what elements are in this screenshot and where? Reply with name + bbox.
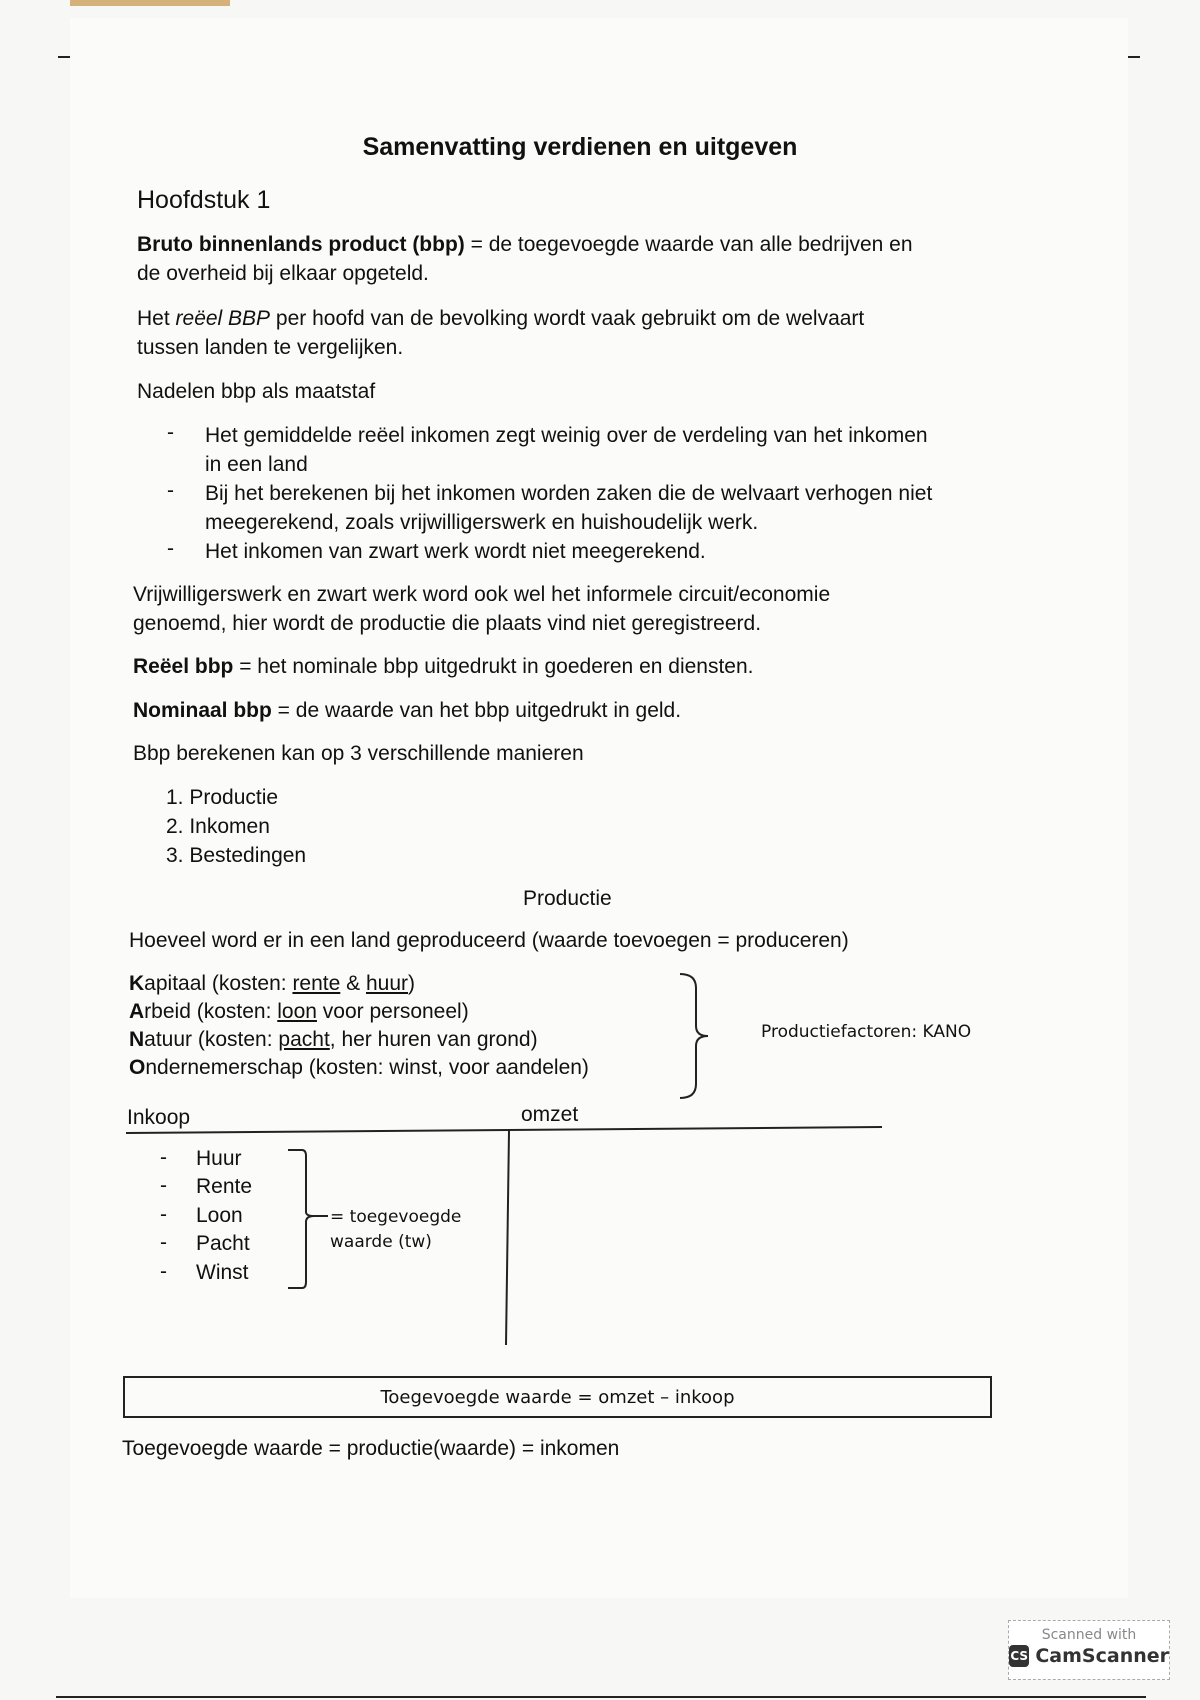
list-item: 1. Productie <box>166 786 279 809</box>
informeel-paragraph: Vrijwilligerswerk en zwart werk word ook wel het informele circuit/economie genoemd, hier wordt de productie die plaats vind niet geregistreerd. <box>133 583 831 635</box>
bullet-dash: - <box>167 537 174 560</box>
final-formula: Toegevoegde waarde = productie(waarde) = inkomen <box>122 1437 620 1460</box>
list-item: Loon <box>196 1204 243 1227</box>
chapter-heading: Hoofdstuk 1 <box>137 186 271 214</box>
camscanner-watermark: Scanned with CS CamScanner <box>1008 1620 1170 1680</box>
factor-kapitaal: Kapitaal (kosten: rente & huur) <box>129 972 416 995</box>
nominaal-bbp-definition: Nominaal bbp = de waarde van het bbp uitgedrukt in geld. <box>133 699 682 722</box>
list-item: Huur <box>196 1147 242 1170</box>
list-item: Pacht <box>196 1232 250 1255</box>
bbp-term: Bruto binnenlands product (bbp) <box>137 233 465 256</box>
list-item: Het gemiddelde reëel inkomen zegt weinig over de verdeling van het inkomen in een land <box>205 424 928 476</box>
formula-box: Toegevoegde waarde = omzet – inkoop <box>123 1376 992 1418</box>
list-item: Bij het berekenen bij het inkomen worden zaken die de welvaart verhogen niet meegerekend, zoals vrijwilligerswerk en huishoudelijk werk. <box>205 482 933 534</box>
factor-natuur: Natuur (kosten: pacht, her huren van grond) <box>129 1028 538 1051</box>
bullet-dash: - <box>167 479 174 502</box>
list-item: Het inkomen van zwart werk wordt niet meegerekend. <box>205 540 706 563</box>
productie-heading: Productie <box>523 887 612 910</box>
t-account-left-header: Inkoop <box>127 1106 191 1129</box>
list-item: Rente <box>196 1175 253 1198</box>
reeel-bbp-paragraph: Het reëel BBP per hoofd van de bevolking wordt vaak gebruikt om de welvaart tussen landen te vergelijken. <box>137 307 865 359</box>
tw-label: = toegevoegde waarde (tw) <box>330 1207 462 1252</box>
factor-ondernemerschap: Ondernemerschap (kosten: winst, voor aandelen) <box>129 1056 589 1079</box>
list-item: Winst <box>196 1261 249 1284</box>
kano-label: Productiefactoren: KANO <box>761 1022 972 1042</box>
page-title: Samenvatting verdienen en uitgeven <box>362 133 798 161</box>
list-item: 3. Bestedingen <box>166 844 307 867</box>
t-account-right-header: omzet <box>521 1103 579 1126</box>
hoeveel-line: Hoeveel word er in een land geproduceerd (waarde toevoegen = produceren) <box>129 929 849 952</box>
bottom-edge-line <box>56 1696 1146 1698</box>
factor-arbeid: Arbeid (kosten: loon voor personeel) <box>129 1000 469 1023</box>
bullet-dash: - <box>167 421 174 444</box>
tw-brace <box>284 1148 334 1290</box>
list-item: 2. Inkomen <box>166 815 270 838</box>
camscanner-logo-icon: CS <box>1009 1645 1029 1667</box>
reeel-bbp-definition: Reëel bbp = het nominale bbp uitgedrukt in goederen en diensten. <box>133 655 754 678</box>
nadelen-heading: Nadelen bbp als maatstaf <box>137 380 376 403</box>
methods-heading: Bbp berekenen kan op 3 verschillende manieren <box>133 742 584 765</box>
bbp-definition: Bruto binnenlands product (bbp) = de toegevoegde waarde van alle bedrijven en de overheid bij elkaar opgeteld. <box>137 233 913 285</box>
